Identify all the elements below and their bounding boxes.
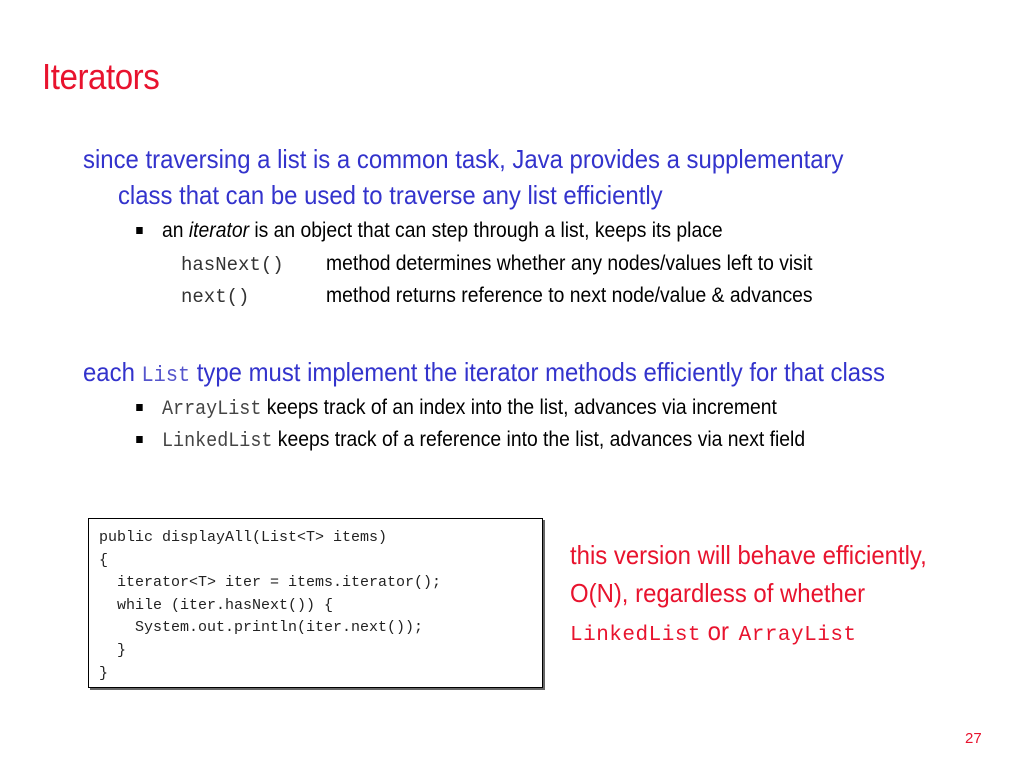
bullet-square-icon: [136, 227, 142, 234]
note-line-1: this version will behave efficiently,: [570, 540, 927, 570]
slide-title: Iterators: [42, 56, 160, 97]
note-line-2: O(N), regardless of whether: [570, 578, 866, 608]
impl-prefix: each: [83, 357, 142, 387]
bullet-square-icon: [136, 404, 142, 411]
method-desc: method returns reference to next node/value & advances: [326, 284, 813, 307]
iterator-bullet: [162, 218, 723, 244]
page-number: 27: [965, 730, 982, 747]
note-code-arraylist: ArrayList: [738, 624, 857, 647]
impl-paragraph: [83, 356, 885, 392]
method-desc: method determines whether any nodes/values left to visit: [326, 252, 813, 275]
method-name: next(): [181, 286, 250, 308]
arraylist-code: ArrayList: [162, 398, 262, 421]
bullet-square-icon: [136, 436, 142, 443]
method-row-hasnext: [181, 251, 855, 278]
note-code-linkedlist: LinkedList: [570, 624, 702, 647]
intro-line-1: since traversing a list is a common task, Java provides a supplementary: [83, 144, 844, 174]
bullet-prefix: an: [162, 219, 189, 242]
method-name: hasNext(): [181, 254, 284, 276]
linkedlist-text: keeps track of a reference into the list, advances via next field: [272, 428, 806, 451]
linkedlist-bullet: [162, 427, 805, 455]
intro-line-2: class that can be used to traverse any list efficiently: [117, 180, 663, 210]
note-or: or: [701, 616, 736, 646]
code-sample: public displayAll(List<T> items) { iterator<T> iter = items.iterator(); while (iter.hasNext()) { System.out.println(iter.next()); } }: [99, 529, 442, 682]
iterator-term: iterator: [188, 219, 249, 242]
code-sample-box: [88, 518, 543, 688]
impl-suffix: type must implement the iterator methods efficiently for that class: [190, 357, 885, 387]
list-code: List: [141, 363, 191, 388]
efficiency-note: [570, 536, 1000, 655]
method-row-next: [181, 283, 855, 310]
bullet-rest: is an object that can step through a list, keeps its place: [248, 219, 723, 242]
arraylist-bullet: [162, 395, 777, 423]
arraylist-text: keeps track of an index into the list, advances via increment: [261, 396, 777, 419]
intro-paragraph: [83, 141, 911, 213]
linkedlist-code: LinkedList: [162, 430, 273, 453]
